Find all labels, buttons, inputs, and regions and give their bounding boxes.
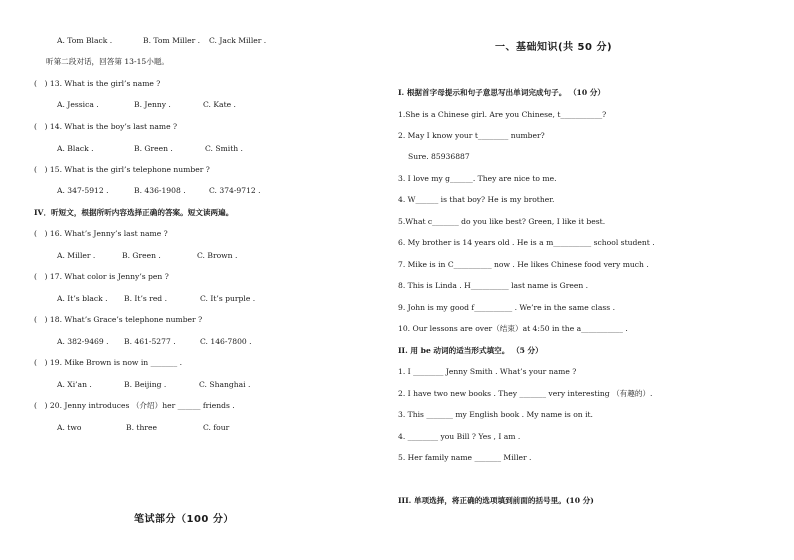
s2-item-1: 1. I ________ Jenny Smith . What’s your name ? <box>398 367 577 376</box>
s1-item-3: 3. I love my g______. They are nice to me. <box>398 174 557 183</box>
q20-option-c: C. four <box>203 423 230 432</box>
q13-option-c: C. Kate . <box>203 100 236 109</box>
q15-option-c: C. 374-9712 . <box>209 186 261 195</box>
q15-option-b: B. 436-1908 . <box>134 186 186 195</box>
q14-option-c: C. Smith . <box>205 144 243 153</box>
s1-item-4: 4. W______ is that boy? He is my brother. <box>398 195 555 204</box>
question-15: ( ) 15. What is the girl’s telephone number ? <box>34 165 210 174</box>
section-3-heading: III. 单项选择，将正确的选项填到前面的括号里。(10 分) <box>398 496 594 505</box>
s1-item-9: 9. John is my good f__________ . We’re in the same class . <box>398 303 615 312</box>
q12-option-b: B. Tom Miller . <box>143 36 201 45</box>
q18-option-c: C. 146-7800 . <box>200 337 252 346</box>
s1-item-1: 1.She is a Chinese girl. Are you Chinese, t___________? <box>398 110 607 119</box>
q14-option-a: A. Black . <box>57 144 94 153</box>
q13-option-a: A. Jessica . <box>57 100 99 109</box>
s1-item-5: 5.What c_______ do you like best? Green, I like it best. <box>398 217 606 226</box>
question-13: ( ) 13. What is the girl’s name ? <box>34 79 161 88</box>
q17-option-a: A. It’s black . <box>57 294 108 303</box>
s2-item-5: 5. Her family name _______ Miller . <box>398 453 532 462</box>
section-2-heading: II. 用 be 动词的适当形式填空。 （5 分） <box>398 346 543 355</box>
q17-option-c: C. It’s purple . <box>200 294 256 303</box>
s2-item-2: 2. I have two new books . They _______ very interesting （有趣的）. <box>398 389 653 398</box>
q16-option-b: B. Green . <box>122 251 161 260</box>
question-19: ( ) 19. Mike Brown is now in _______ . <box>34 358 182 367</box>
q19-option-a: A. Xi’an . <box>57 380 92 389</box>
q18-option-b: B. 461-5277 . <box>124 337 176 346</box>
s1-item-2-reply: Sure. 85936887 <box>408 152 470 161</box>
q12-option-a: A. Tom Black . <box>57 36 113 45</box>
q19-option-c: C. Shanghai . <box>199 380 251 389</box>
question-17: ( ) 17. What color is Jenny’s pen ? <box>34 272 169 281</box>
q16-option-c: C. Brown . <box>197 251 238 260</box>
s2-item-3: 3. This _______ my English book . My name is on it. <box>398 410 593 419</box>
section-4-heading: IV．听短文，根据所听内容选择正确的答案。短文读两遍。 <box>34 208 234 217</box>
part-title: 一、基础知识(共 50 分) <box>495 42 613 53</box>
q18-option-a: A. 382-9469 . <box>57 337 109 346</box>
q14-option-b: B. Green . <box>134 144 173 153</box>
question-20: ( ) 20. Jenny introduces （介绍）her ______ friends . <box>34 401 235 410</box>
q13-option-b: B. Jenny . <box>134 100 171 109</box>
s1-item-6: 6. My brother is 14 years old . He is a m__________ school student . <box>398 238 655 247</box>
question-18: ( ) 18. What’s Grace’s telephone number ? <box>34 315 203 324</box>
s1-item-2: 2. May I know your t________ number? <box>398 131 545 140</box>
section-1-heading: I. 根据首字母提示和句子意思写出单词完成句子。 （10 分） <box>398 88 605 97</box>
s1-item-10: 10. Our lessons are over（结束）at 4:50 in the a___________ . <box>398 324 628 333</box>
question-16: ( ) 16. What’s Jenny’s last name ? <box>34 229 168 238</box>
q15-option-a: A. 347-5912 . <box>57 186 109 195</box>
s1-item-7: 7. Mike is in C__________ now . He likes Chinese food very much . <box>398 260 649 269</box>
s2-item-4: 4. ________ you Bill ? Yes , I am . <box>398 432 521 441</box>
s1-item-8: 8. This is Linda . H__________ last name is Green . <box>398 281 589 290</box>
q20-option-b: B. three <box>126 423 157 432</box>
part2-intro: 听第二段对话，回答第 13-15小题。 <box>46 57 170 66</box>
question-14: ( ) 14. What is the boy’s last name ? <box>34 122 178 131</box>
q16-option-a: A. Miller . <box>57 251 96 260</box>
written-part-heading: 笔试部分（100 分） <box>134 514 234 525</box>
q20-option-a: A. two <box>57 423 82 432</box>
q12-option-c: C. Jack Miller . <box>209 36 267 45</box>
q17-option-b: B. It’s red . <box>124 294 167 303</box>
q19-option-b: B. Beijing . <box>124 380 167 389</box>
